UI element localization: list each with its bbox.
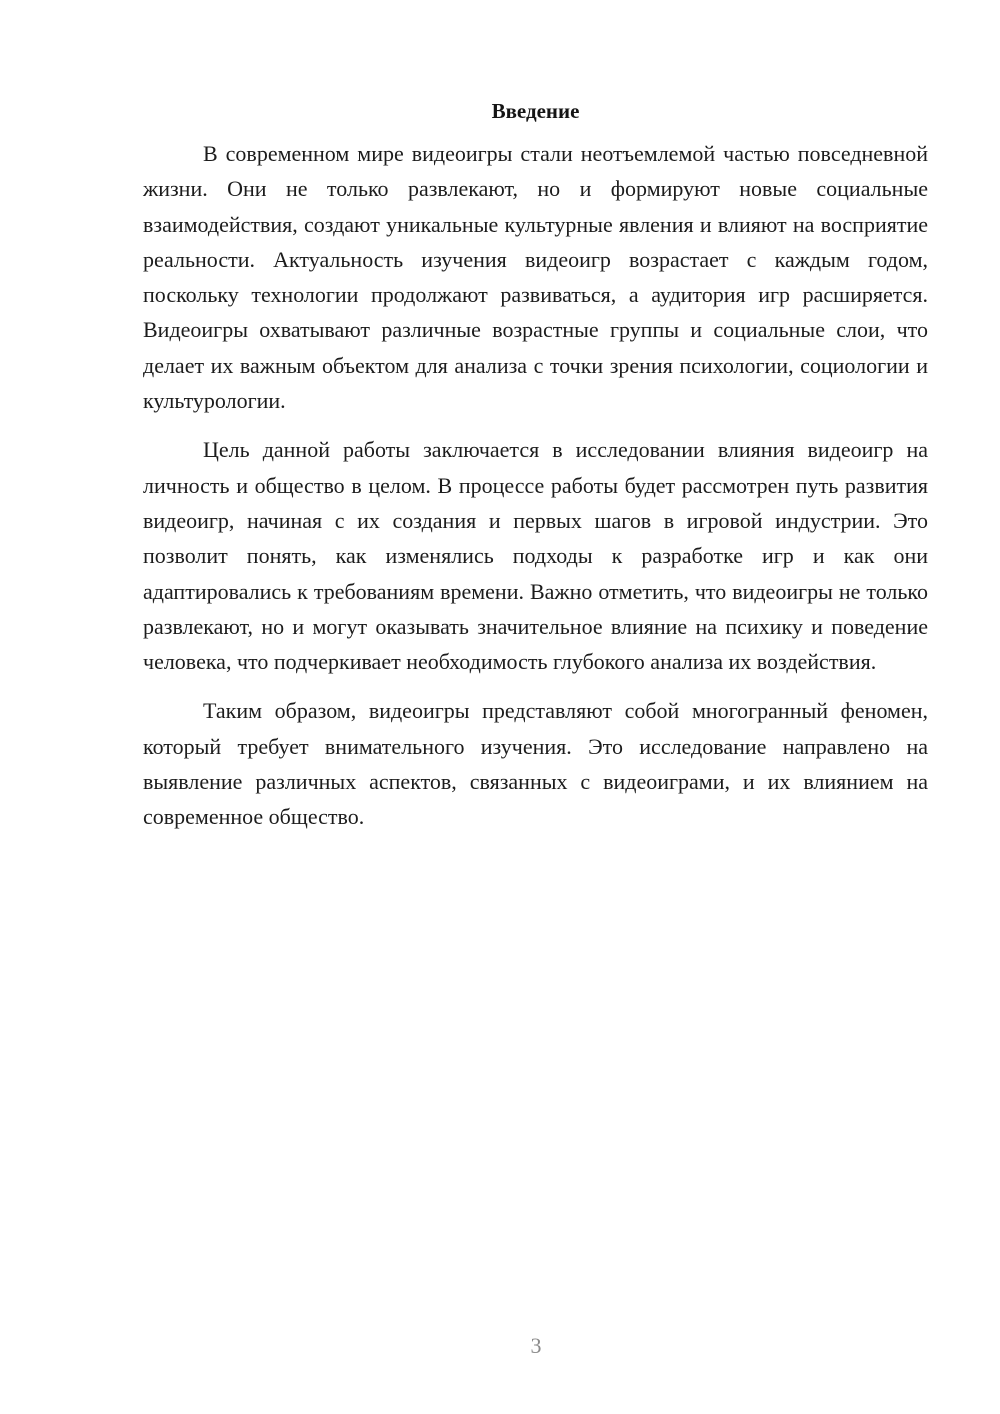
page-content [143, 92, 928, 849]
page-number: 3 [530, 1333, 542, 1358]
paragraph-2: Цель данной работы заключается в исследовании влияния видеоигр на личность и общество в целом. В процессе работы будет рассмотрен путь развития видеоигр, начиная с их создания и первых шагов в игровой индустрии. Это позволит понять, как изменялись подходы к разработке игр и как они адаптировались к требованиям времени. Важно отметить, что видеоигры не только развлекают, но и могут оказывать значительное влияние на психику и поведение человека, что подчеркивает необходимость глубокого анализа их воздействия. [143, 437, 928, 675]
paragraph-1: В современном мире видеоигры стали неотъемлемой частью повседневной жизни. Они не только развлекают, но и формируют новые социальные взаимодействия, создают уникальные культурные явления и влияют на восприятие реальности. Актуальность изучения видеоигр возрастает с каждым годом, поскольку технологии продолжают развиваться, а аудитория игр расширяется. Видеоигры охватывают различные возрастные группы и социальные слои, что делает их важным объектом для анализа с точки зрения психологии, социологии и культурологии. [143, 141, 928, 414]
paragraph-3: Таким образом, видеоигры представляют собой многогранный феномен, который требует внимательного изучения. Это исследование направлено на выявление различных аспектов, связанных с видеоиграми, и их влиянием на современное общество. [143, 698, 928, 830]
section-heading: Введение [491, 99, 580, 123]
